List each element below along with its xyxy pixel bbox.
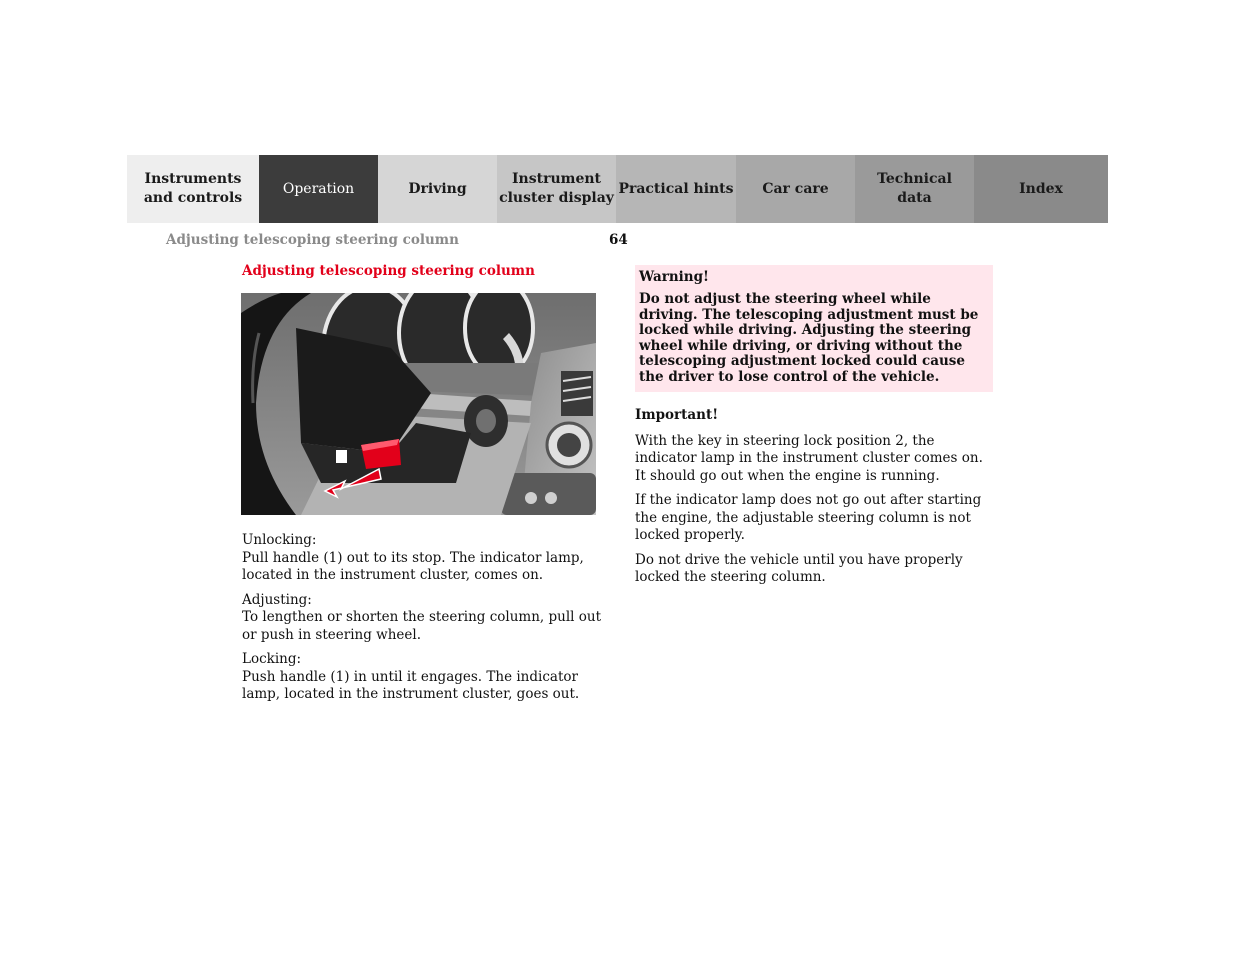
tab-instruments-and-controls[interactable]: Instruments and controls: [127, 155, 259, 223]
dashboard-drawing: [241, 293, 596, 515]
instruction-heading: Adjusting:: [242, 591, 312, 608]
important-paragraph: If the indicator lamp does not go out after starting the engine, the adjustable steering column is not locked properly.: [635, 492, 982, 543]
important-paragraph: Do not drive the vehicle until you have properly locked the steering column.: [635, 551, 963, 585]
tab-index[interactable]: Index: [974, 155, 1108, 223]
tab-instrument-cluster-display[interactable]: Instrument cluster display: [497, 155, 616, 223]
section-tab-bar: [127, 155, 1108, 223]
instruction-text: To lengthen or shorten the steering column, pull out or push in steering wheel.: [242, 609, 602, 643]
page-number: 64: [609, 232, 628, 248]
steering-column-illustration: [241, 293, 596, 515]
tab-driving[interactable]: Driving: [378, 155, 497, 223]
instruction-text: Pull handle (1) out to its stop. The indicator lamp, located in the instrument cluster, comes on.: [242, 549, 584, 583]
tab-technical-data[interactable]: Technical data: [855, 155, 974, 223]
running-head: Adjusting telescoping steering column: [166, 232, 459, 248]
important-paragraph: With the key in steering lock position 2, the indicator lamp in the instrument cluster comes on. It should go out when the engine is running.: [635, 432, 983, 484]
instruction-text: Push handle (1) in until it engages. The indicator lamp, located in the instrument cluster, goes out.: [242, 668, 580, 702]
warning-title: Warning!: [639, 269, 709, 285]
instruction-heading: Locking:: [242, 651, 302, 667]
tab-operation[interactable]: Operation: [259, 155, 378, 223]
instructions: [242, 532, 602, 711]
warning-box: [635, 265, 993, 392]
instruction-unlocking: [242, 532, 602, 585]
instruction-heading: Unlocking:: [242, 532, 317, 548]
instruction-adjusting: [242, 592, 602, 645]
important-notes: [635, 407, 993, 594]
section-title: Adjusting telescoping steering column: [242, 263, 535, 279]
tab-practical-hints[interactable]: Practical hints: [616, 155, 736, 223]
callout-marker: [336, 450, 347, 463]
instruction-locking: [242, 651, 602, 704]
tab-car-care[interactable]: Car care: [736, 155, 855, 223]
important-title: Important!: [635, 407, 719, 423]
warning-body: Do not adjust the steering wheel while driving. The telescoping adjustment must be locked while driving. Adjusting the steering wheel while driving, or driving without the telescoping adjustment locked could cause the driver to lose control of the vehicle.: [639, 291, 979, 385]
